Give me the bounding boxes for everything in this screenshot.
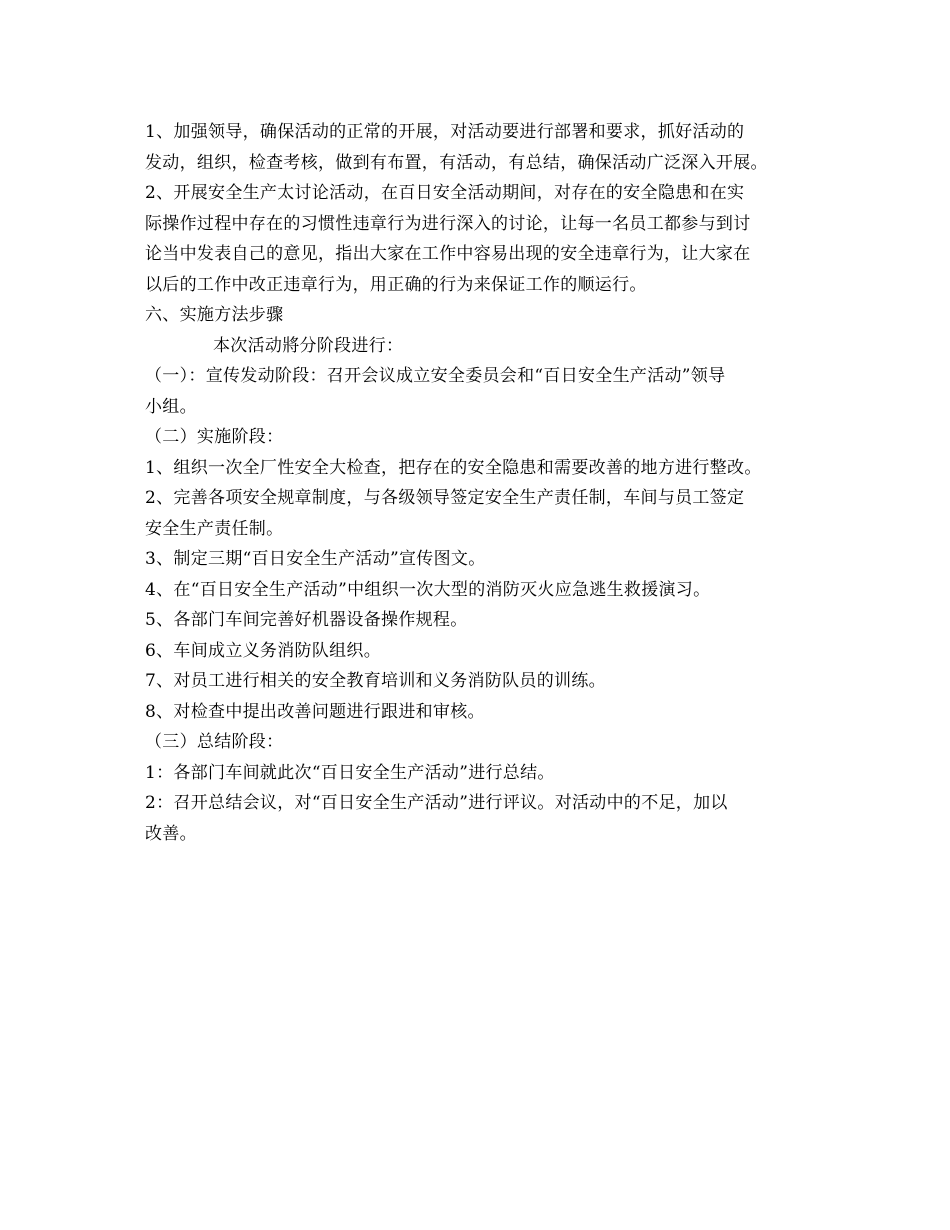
text-line: 际操作过程中存在的习惯性违章行为进行深入的讨论，让每一名员工都参与到讨	[145, 213, 751, 234]
text-line: 安全生产责任制。	[145, 518, 284, 539]
text-line: 3、制定三期“百日安全生产活动”宣传图文。	[145, 549, 486, 569]
text-line: 本次活动將分阶段进行：	[213, 335, 404, 356]
text-line: 2：召开总结会议，对“百日安全生产活动”进行评议。对活动中的不足，加以	[145, 793, 728, 813]
text-line: 改善。	[145, 823, 197, 844]
subsection-heading: （三）总结阶段：	[145, 732, 284, 752]
text-line: 发动，组织，检查考核，做到有布置，有活动，有总结，确保活动广泛深入开展。	[145, 152, 768, 173]
text-line: 1、组织一次全厂性安全大检查，把存在的安全隐患和需要改善的地方进行整改。	[145, 457, 762, 478]
text-line: 5、各部门车间完善好机器设备操作规程。	[145, 610, 468, 630]
text-line: 4、在“百日安全生产活动”中组织一次大型的消防灭火应急逃生救援演习。	[145, 579, 711, 600]
text-line: 2、完善各项安全规章制度，与各级领导签定安全生产责任制，车间与员工签定	[145, 488, 745, 508]
text-line: 6、车间成立义务消防队组织。	[145, 640, 382, 661]
text-line: （一）：宣传发动阶段：召开会议成立安全委员会和“百日安全生产活动”领导	[145, 366, 726, 386]
document-body	[145, 117, 825, 849]
text-line: 小组。	[145, 396, 197, 417]
text-line: 1、加强领导，确保活动的正常的开展，对活动要进行部署和要求，抓好活动的	[145, 122, 745, 142]
section-heading: 六、实施方法步骤	[145, 305, 284, 325]
text-line: 论当中发表自己的意见，指出大家在工作中容易出现的安全违章行为，让大家在	[145, 244, 751, 264]
text-line: 8、对检查中提出改善问题进行跟进和审核。	[145, 701, 485, 722]
subsection-heading: （二）实施阶段：	[145, 427, 284, 447]
text-line: 2、开展安全生产太讨论活动，在百日安全活动期间，对存在的安全隐患和在实	[145, 183, 745, 203]
text-line: 7、对员工进行相关的安全教育培训和义务消防队员的训练。	[145, 671, 606, 691]
text-line: 以后的工作中改正违章行为，用正确的行为来保证工作的顺运行。	[145, 274, 647, 295]
text-line: 1：各部门车间就此次“百日安全生产活动”进行总结。	[145, 762, 555, 783]
